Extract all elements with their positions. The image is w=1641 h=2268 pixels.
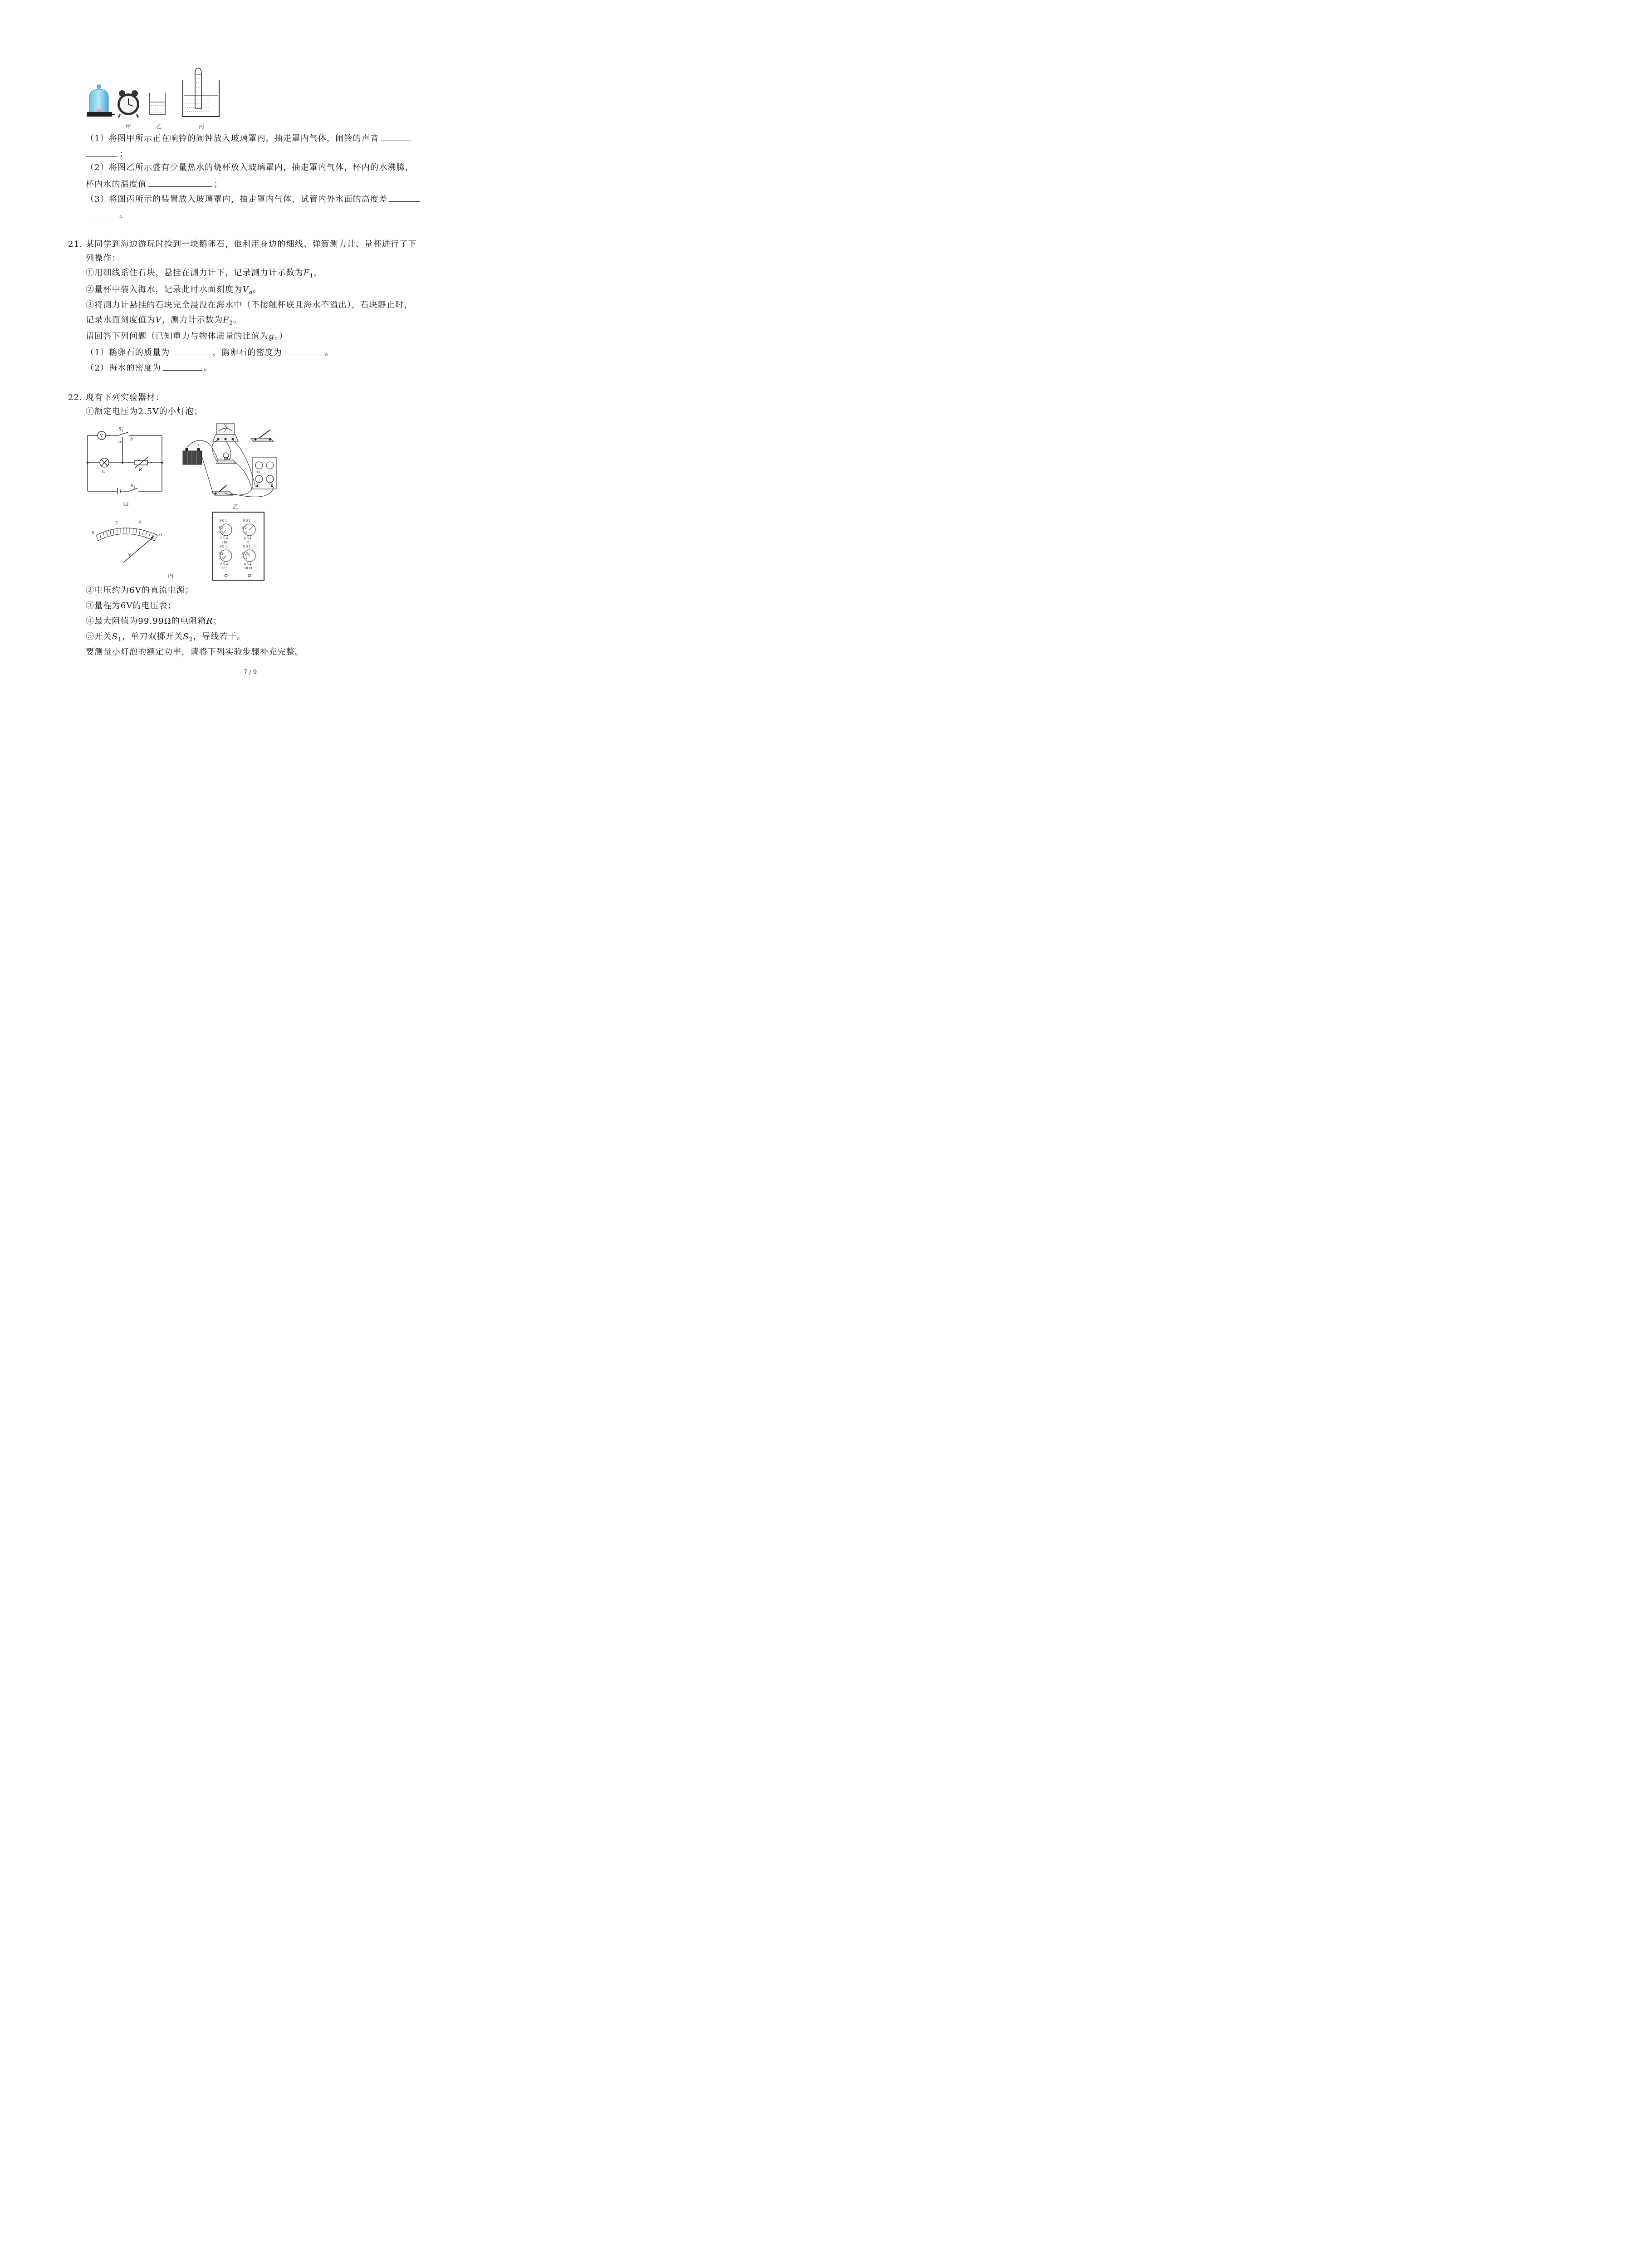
bell-jar-icon [87,84,115,117]
q20-part2-cont: 杯内水的温度值 ； [86,178,223,190]
battery-icon [183,448,202,464]
b-label: b [130,436,133,442]
circuit-diagram-jia [84,424,170,508]
dial-digits: 8 2 [242,526,247,530]
mult-x01: ×0.1 [255,484,260,486]
answer-blank[interactable] [284,347,323,355]
svg-text:- - - - - - - - - - - -: - - - - - - - - - - - - [185,110,209,113]
dial-digits: 6 5 4 [220,562,228,566]
q22-requirement: 要测量小灯泡的额定功率，请将下列实验步骤补充完整。 [86,647,304,657]
q20-part3: （3）将图丙所示的装置放入玻璃罩内，抽走罩内气体，试管内外水面的高度差 [86,193,422,205]
voltmeter-label: V [100,433,103,439]
answer-blank[interactable] [171,347,211,355]
needle [123,536,154,562]
voltmeter-scale-bing [91,517,172,567]
scale-tick-0: 0 [91,529,96,536]
dial-digits: 8 2 [219,526,223,530]
answer-blank[interactable] [381,132,411,141]
box-mult-x01: ×0.1 [221,566,228,570]
box-mult-x10: ×10 [221,540,227,544]
wiring-figure-yi [179,416,284,507]
dial-digits: 7 3 [242,556,247,560]
q21-answer1: （1）鹅卵石的质量为 ，鹅卵石的密度为 。 [86,347,333,358]
q21-step3: ③将测力计悬挂的石块完全浸没在海水中（不接触杯底且海水不溢出），石块静止时， [86,300,413,310]
q22-item3: ③量程为6V的电压表； [86,601,176,611]
scale-tick-4: 4 [138,519,141,525]
q22-stem: 现有下列实验器材： [86,393,164,402]
svg-text:-: - [184,444,185,448]
box-mult-x001: ×0.01 [244,566,253,570]
lamp-holder-icon [216,453,235,464]
svg-text:- - - - - - -: - - - - - - - [151,111,165,114]
switch-s2-blade [118,432,128,435]
mult-x001: ×0.01 [268,484,273,486]
svg-text:- -: - - [196,81,199,85]
q20-part3-cont: 。 [86,209,128,220]
answer-blank[interactable] [148,178,212,187]
svg-text:- - - - - - -: - - - - - - - [151,104,165,108]
dial-digits: 8 2 [242,552,247,556]
answer-blank[interactable] [389,193,420,202]
q22-item5: ⑤开关$S_1$，单刀双掷开关$S_2$，导线若干。 [86,632,245,643]
q21-number: 21. [68,240,83,249]
svg-text:- - - - - - - - - - - -: - - - - - - - - - - - - [185,98,209,101]
q21-stem: 某同学到海边游玩时捡到一块鹅卵石，他利用身边的细线、弹簧测力计、量杯进行了下 [86,240,417,249]
q21-step1: ①用细线系住石块，悬挂在测力计下，记录测力计示数为$F_1$， [86,268,323,279]
fig-label-bing: 丙 [198,123,205,130]
s2-sub: 2 [122,429,123,433]
q22-number: 22. [68,393,83,402]
q21-ask: 请回答下列问题（已知重力与物体质量的比值为g。） [86,332,288,341]
q22-item2: ②电压约为6V的直流电源； [86,586,194,595]
s1-label: S [131,483,134,489]
svg-text:- - - - - - - - - - - -: - - - - - - - - - - - - [185,106,209,109]
lamp-label: L [102,469,105,474]
dial-digits: 6 5 4 [244,562,251,566]
mult-x1: ×1 [268,471,271,474]
svg-text:- - - - - - - - - - - -: - - - - - - - - - - - - [185,102,209,105]
q20-part1: （1）将图甲所示正在响铃的闹钟放入玻璃罩内，抽走罩内气体，闹铃的声音 [86,132,413,144]
svg-text:- -: - - [196,86,199,89]
q21-stem-cont: 列操作： [86,254,121,263]
s2-label: S [118,426,122,432]
needle-label: V [128,552,132,557]
q22-item4: ④最大阻值为99.99Ω的电阻箱R； [86,616,222,626]
dial-digits: 9 0 1 [220,544,227,548]
svg-text:- -: - - [196,90,199,94]
scale-tick-6: 6 [159,532,162,538]
q21-answer2: （2）海水的密度为 。 [86,362,212,374]
answer-blank[interactable] [86,148,118,156]
fig-label-jia: 甲 [125,123,132,130]
dial-digits: 9 0 1 [220,518,227,523]
answer-blank[interactable] [163,362,202,371]
scale-tick-2: 2 [115,520,118,526]
resistance-box-large [212,512,265,581]
switch-s1-blade [129,488,137,491]
fig-label-yi: 乙 [156,123,162,130]
dial-digits: 9 0 1 [243,518,250,523]
q22-item1: ①额定电压为2.5V的小灯泡； [86,407,203,416]
s1-sub: 1 [134,486,136,489]
dial-digits: 6 5 4 [220,536,228,540]
q21-step3-cont: 记录水面刻度值为V，测力计示数为$F_2$。 [86,315,242,326]
alarm-clock-icon [118,90,139,117]
rheostat-label: R [139,467,142,472]
q21-step2: ②量杯中装入海水，记录此时水面刻度为$V_a$。 [86,285,262,296]
beaker-icon [149,93,165,115]
mult-x100: ×100 [255,471,260,474]
dial-digits: 7 3 [219,556,223,560]
fig-label-bing-22: 丙 [168,572,174,579]
svg-text:+: + [197,443,200,447]
knife-switch-icon [251,430,274,442]
q20-part2: （2）将图乙所示盛有少量热水的烧杯放入玻璃罩内，抽走罩内气体，杯内的水沸腾， [86,163,414,172]
dial-digits: 8 2 [219,552,223,556]
answer-blank[interactable] [86,209,118,217]
fig-label-yi-22: 乙 [233,504,239,511]
knife-switch-bottom-icon [212,485,233,495]
box-mult-x1: ×1 [246,540,250,544]
dial-digits: 6 5 4 [244,536,251,540]
dial-digits: 7 3 [219,530,223,534]
svg-text:- - - - - - -: - - - - - - - [151,108,165,111]
voltmeter-device-label: V [224,424,227,428]
a-label: a [118,439,121,445]
svg-text:- -: - - [196,77,199,80]
dial-digits: 7 3 [242,530,247,534]
trough-test-tube-icon [183,68,219,117]
dial-digits: 9 0 1 [243,544,250,548]
page-number: 7 / 9 [243,669,257,676]
fig-label-jia-22: 甲 [123,502,129,509]
q20-part1-cont: ； [86,148,128,160]
